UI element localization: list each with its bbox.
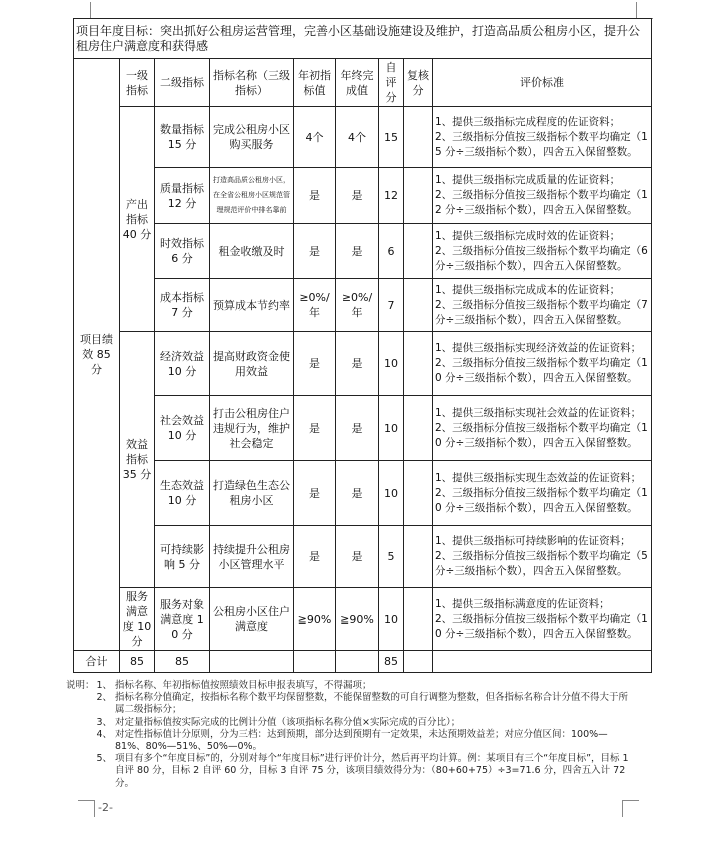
header-level2: 二级指标 [155,59,210,107]
indicator-name: 预算成本节约率 [210,279,294,332]
self-score: 12 [379,168,404,224]
performance-table [73,18,652,673]
final-value: 是 [336,526,379,588]
indicator-name: 持续提升公租房小区管理水平 [210,526,294,588]
review-score [404,588,433,651]
level2-cell: 服务对象满意度 10 分 [155,588,210,651]
note-text: 项目有多个“年度目标”的，分别对每个“年度目标”进行评价计分，然后再平均计算。例：某项目有三个“年度目标”，目标 1 自评 80 分，目标 2 自评 60 分，目标 3 自评 75 分，该项目绩效得分为：（80+60+75）÷3=71.6 分，四舍五入计 72 分。 [115,753,629,789]
criteria-line-1: 1、提供三级指标满意度的佐证资料； [435,597,610,610]
final-value: 4个 [336,107,379,168]
table-row [74,107,652,168]
total-level2: 85 [155,651,210,673]
table-row [74,279,652,332]
header-level1: 一级指标 [120,59,155,107]
level2-cell: 数量指标 15 分 [155,107,210,168]
criteria-cell [433,526,652,588]
level2-cell: 时效指标 6 分 [155,224,210,279]
criteria-line-2: 2、三级指标分值按三级指标个数平均确定（7 分÷三级指标个数），四舍五入保留整数。 [435,298,648,326]
level2-cell: 成本指标 7 分 [155,279,210,332]
note-text: 指标名称分值确定，按指标名称个数平均保留整数，不能保留整数的可自行调整为整数，但各指标名称合计分值不得大于所属二级指标分； [115,692,629,716]
initial-value: 是 [294,168,336,224]
table-row [74,526,652,588]
level1-service: 服务满意度 10 分 [120,588,155,651]
initial-value: 是 [294,224,336,279]
criteria-line-2: 2、三级指标分值按三级指标个数平均确定（12 分÷三级指标个数），四舍五入保留整数。 [435,189,648,216]
note-number: 3、 [96,716,112,728]
level1-benefit: 效益指标 35 分 [120,332,155,588]
table-row [74,588,652,651]
annual-goal: 项目年度目标：突出抓好公租房运营管理，完善小区基础设施建设及维护，打造高品质公租房小区，提升公租房住户满意度和获得感 [74,19,652,59]
self-score: 7 [379,279,404,332]
header-review-score: 复核分 [404,59,433,107]
empty-cell [210,651,294,673]
level1-output: 产出指标 40 分 [120,107,155,332]
page-number: -2- [98,801,113,814]
indicator-name: 公租房小区住户满意度 [210,588,294,651]
level2-cell: 质量指标 12 分 [155,168,210,224]
header-initial-value: 年初指标值 [294,59,336,107]
initial-value: 4个 [294,107,336,168]
initial-value: ≧90% [294,588,336,651]
empty-cell [294,651,336,673]
note-number: 5、 [96,753,112,765]
indicator-name: 完成公租房小区购买服务 [210,107,294,168]
note-item [66,680,636,692]
indicator-name: 提高财政资金使用效益 [210,332,294,396]
note-number: 1、 [96,680,112,691]
header-level3: 指标名称（三级指标） [210,59,294,107]
total-label: 合计 [74,651,120,673]
header-criteria: 评价标准 [433,59,652,107]
criteria-cell [433,168,652,224]
self-score: 6 [379,224,404,279]
criteria-line-2: 2、三级指标分值按三级指标个数平均确定（10 分÷三级指标个数），四舍五入保留整数。 [435,612,648,640]
review-score [404,396,433,461]
level2-cell: 社会效益 10 分 [155,396,210,461]
criteria-cell [433,279,652,332]
criteria-line-1: 1、提供三级指标可持续影响的佐证资料； [435,535,631,547]
initial-value: 是 [294,396,336,461]
crop-mark-bottom-right [622,800,639,817]
notes-section [66,680,636,790]
criteria-line-1: 1、提供三级指标完成成本的佐证资料； [435,283,621,296]
table-row [74,332,652,396]
table-row [74,168,652,224]
self-score: 10 [379,396,404,461]
crop-mark-top-right [636,2,653,19]
level2-cell: 可持续影响 5 分 [155,526,210,588]
empty-cell [404,651,433,673]
note-item [96,692,636,716]
criteria-cell [433,332,652,396]
level2-cell: 经济效益 10 分 [155,332,210,396]
total-level1: 85 [120,651,155,673]
empty-cell [433,651,652,673]
total-row [74,651,652,673]
final-value: 是 [336,332,379,396]
note-item [96,753,636,790]
note-text: 对定量指标值按实际完成的比例计分值（该项指标名称分值×实际完成的百分比）； [115,716,461,728]
table-row [74,461,652,526]
criteria-line-1: 1、提供三级指标完成程度的佐证资料； [435,115,621,128]
self-score: 10 [379,461,404,526]
criteria-cell [433,588,652,651]
criteria-line-2: 2、三级指标分值按三级指标个数平均确定（6 分÷三级指标个数），四舍五入保留整数。 [435,244,648,272]
review-score [404,279,433,332]
review-score [404,526,433,588]
note-item [96,717,636,729]
note-number: 2、 [96,692,112,704]
total-self-score: 85 [379,651,404,673]
note-text: 对定性指标值计分原则，分为三档：达到预期，部分达到预期有一定效果，未达预期效益差；对应分值区间：100%—81%、80%—51%、50%—0%。 [115,728,608,753]
final-value: 是 [336,396,379,461]
indicator-name: 打造高品质公租房小区，在全省公租房小区规范管理规范评价中排名靠前 [210,168,294,224]
self-score: 5 [379,526,404,588]
criteria-line-1: 1、提供三级指标完成时效的佐证资料； [435,229,621,242]
header-self-score: 自评分 [379,59,404,107]
criteria-cell [433,107,652,168]
criteria-line-1: 1、提供三级指标实现经济效益的佐证资料； [435,342,642,354]
note-item [96,729,636,753]
criteria-line-2: 2、三级指标分值按三级指标个数平均确定（10 分÷三级指标个数），四舍五入保留整数。 [435,357,648,384]
note-number: 4、 [96,728,112,740]
initial-value: 是 [294,461,336,526]
level2-cell: 生态效益 10 分 [155,461,210,526]
criteria-line-1: 1、提供三级指标实现社会效益的佐证资料； [435,406,642,419]
header-final-value: 年终完成值 [336,59,379,107]
review-score [404,224,433,279]
initial-value: ≥0%/年 [294,279,336,332]
project-performance-label: 项目绩效 85 分 [74,59,120,651]
crop-mark-top-left [74,2,91,19]
initial-value: 是 [294,332,336,396]
final-value: ≧90% [336,588,379,651]
criteria-line-2: 2、三级指标分值按三级指标个数平均确定（5 分÷三级指标个数），四舍五入保留整数。 [435,550,648,577]
criteria-line-1: 1、提供三级指标完成质量的佐证资料； [435,174,621,186]
table-row [74,396,652,461]
review-score [404,461,433,526]
criteria-line-2: 2、三级指标分值按三级指标个数平均确定（10 分÷三级指标个数），四舍五入保留整数。 [435,421,648,449]
criteria-line-2: 2、三级指标分值按三级指标个数平均确定（15 分÷三级指标个数），四舍五入保留整数。 [435,130,648,158]
self-score: 10 [379,332,404,396]
review-score [404,107,433,168]
final-value: 是 [336,168,379,224]
criteria-line-1: 1、提供三级指标实现生态效益的佐证资料； [435,471,642,484]
final-value: ≥0%/年 [336,279,379,332]
review-score [404,168,433,224]
criteria-cell [433,224,652,279]
table-row [74,224,652,279]
self-score: 10 [379,588,404,651]
indicator-name: 打击公租房住户违规行为，维护社会稳定 [210,396,294,461]
self-score: 15 [379,107,404,168]
initial-value: 是 [294,526,336,588]
indicator-name: 打造绿色生态公租房小区 [210,461,294,526]
note-text: 指标名称、年初指标值按照绩效目标申报表填写，不得漏项； [115,680,372,691]
criteria-cell [433,461,652,526]
empty-cell [336,651,379,673]
crop-mark-bottom-left [78,800,95,817]
indicator-name: 租金收缴及时 [210,224,294,279]
final-value: 是 [336,224,379,279]
notes-label: 说明： [66,680,95,691]
criteria-cell [433,396,652,461]
criteria-line-2: 2、三级指标分值按三级指标个数平均确定（10 分÷三级指标个数），四舍五入保留整数。 [435,486,648,514]
review-score [404,332,433,396]
final-value: 是 [336,461,379,526]
